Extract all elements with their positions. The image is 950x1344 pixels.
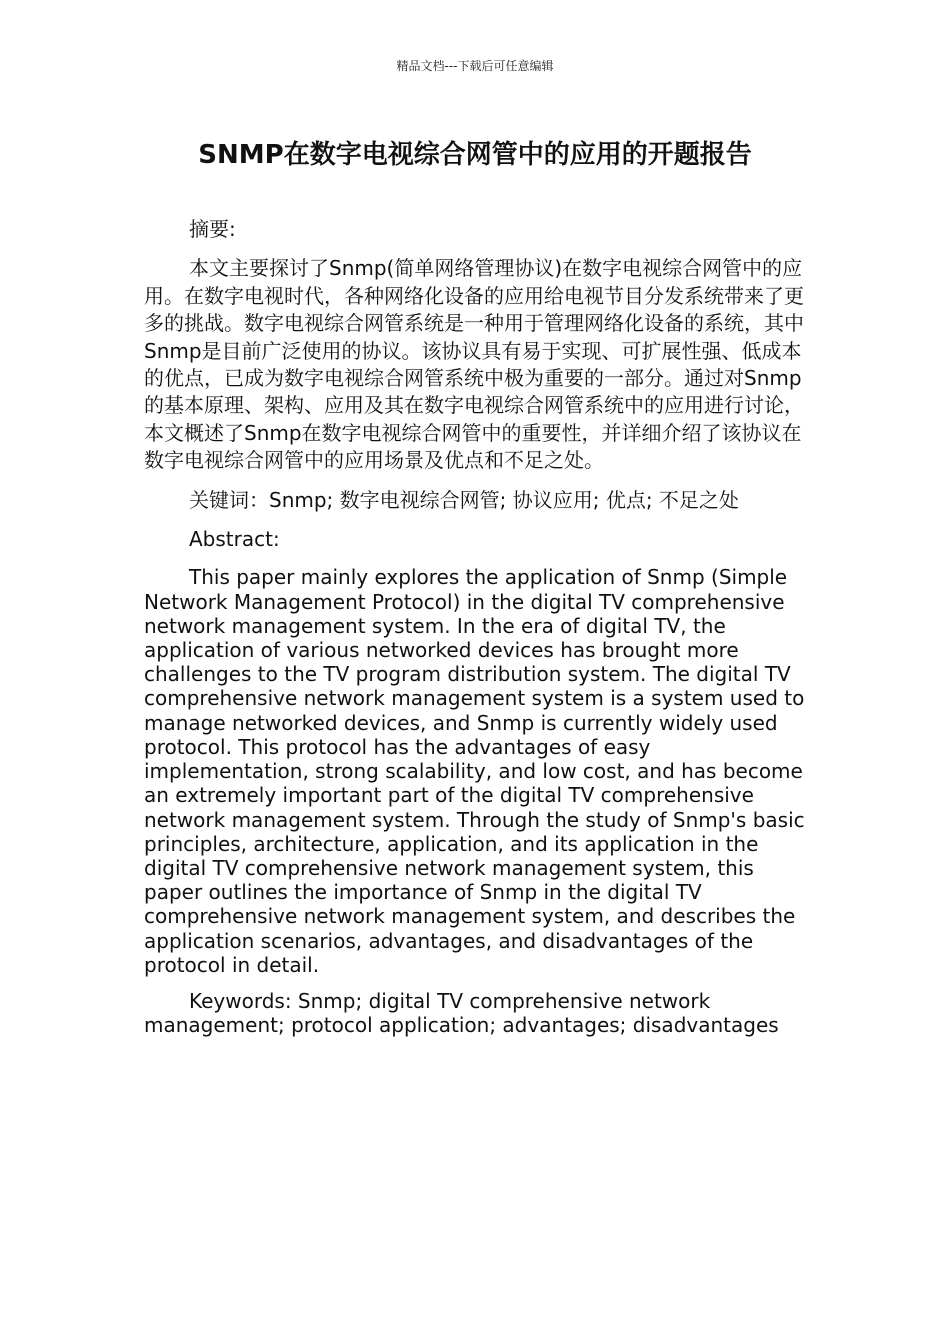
page-header-note: 精品文档---下载后可任意编辑 bbox=[396, 59, 554, 73]
abstract-en-label: Abstract: bbox=[189, 527, 280, 552]
abstract-cn-paragraph: 本文主要探讨了Snmp(简单网络管理协议)在数字电视综合网管中的应用。在数字电视时代，各种网络化设备的应用给电视节目分发系统带来了更多的挑战。数字电视综合网管系统是一种用于管理网络化设备的系统，其中Snmp是目前广泛使用的协议。该协议具有易于实现、可扩展性强、低成本的优点，已成为数字电视综合网管系统中极为重要的一部分。通过对Snmp的基本原理、架构、应用及其在数字电视综合网管系统中的应用进行讨论，本文概述了Snmp在数字电视综合网管中的重要性，并详细介绍了该协议在数字电视综合网管中的应用场景及优点和不足之处。 bbox=[144, 256, 804, 473]
abstract-en-paragraph: This paper mainly explores the application of Snmp (Simple Network Management Protocol) in the digital TV comprehensive network management system. In the era of digital TV, the application of various networked devices has brought more challenges to the TV program distribution system. The digital TV comprehensive network management system is a system used to manage networked devices, and Snmp is currently widely used protocol. This protocol has the advantages of easy implementation, strong scalability, and low cost, and has become an extremely important part of the digital TV comprehensive network management system. Through the study of Snmp's basic principles, architecture, application, and its application in the digital TV comprehensive network management system, this paper outlines the importance of Snmp in the digital TV comprehensive network management system, and describes the application scenarios, advantages, and disadvantages of the protocol in detail. bbox=[144, 565, 805, 977]
abstract-cn-label: 摘要: bbox=[189, 217, 236, 241]
document-title: SNMP在数字电视综合网管中的应用的开题报告 bbox=[198, 140, 752, 170]
document-body bbox=[144, 216, 806, 1037]
keywords-en: Keywords: Snmp; digital TV comprehensive network management; protocol application; advantages; disadvantages bbox=[144, 988, 779, 1038]
keywords-cn: 关键词：Snmp; 数字电视综合网管; 协议应用; 优点; 不足之处 bbox=[189, 487, 739, 512]
